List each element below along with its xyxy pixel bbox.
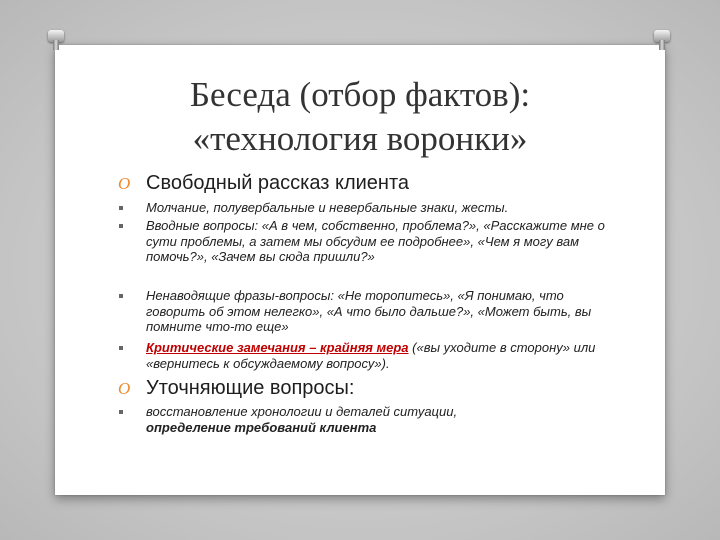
list-item-critical bbox=[146, 340, 616, 371]
heading-clarifying-questions-label: Уточняющие вопросы: bbox=[146, 377, 355, 399]
heading-free-story-label: Свободный рассказ клиента bbox=[146, 172, 410, 194]
bullet-icon bbox=[119, 410, 123, 414]
bullet-icon bbox=[119, 206, 123, 210]
list-item: Ненаводящие фразы-вопросы: «Не торопитесь», «Я понимаю, что говорить об этом нелегко», «А что было дальше?», «Может быть, вы помните что-то еще» bbox=[146, 288, 592, 334]
clarifying-item-line1: восстановление хронологии и деталей ситуации, bbox=[146, 404, 458, 419]
list-item: Молчание, полувербальные и невербальные знаки, жесты. bbox=[146, 200, 509, 215]
critical-remarks-highlight: Критические замечания – крайняя мера bbox=[146, 340, 409, 355]
slide-title-line1: Беседа (отбор фактов): bbox=[189, 75, 531, 114]
bullet-marker-icon: O bbox=[118, 379, 131, 398]
slide-title-line2: «технология воронки» bbox=[192, 119, 528, 158]
list-item-clarifying bbox=[146, 404, 616, 435]
clarifying-item-line2: определение требований клиента bbox=[146, 419, 377, 435]
bullet-marker-icon: O bbox=[118, 174, 131, 193]
list-item: Вводные вопросы: «А в чем, собственно, проблема?», «Расскажите мне о сути проблемы, а затем мы обсудим ее подробнее», «Чем я могу вам помочь?», «Зачем вы сюда пришли?» bbox=[146, 218, 605, 264]
bullet-icon bbox=[119, 294, 123, 298]
bullet-icon bbox=[119, 224, 123, 228]
bullet-icon bbox=[119, 346, 123, 350]
pushpin-icon bbox=[48, 30, 64, 50]
pushpin-icon bbox=[654, 30, 670, 50]
critical-remarks-rest: («вы уходите в сторону» или «вернитесь к обсуждаемому вопросу»). bbox=[146, 340, 596, 371]
